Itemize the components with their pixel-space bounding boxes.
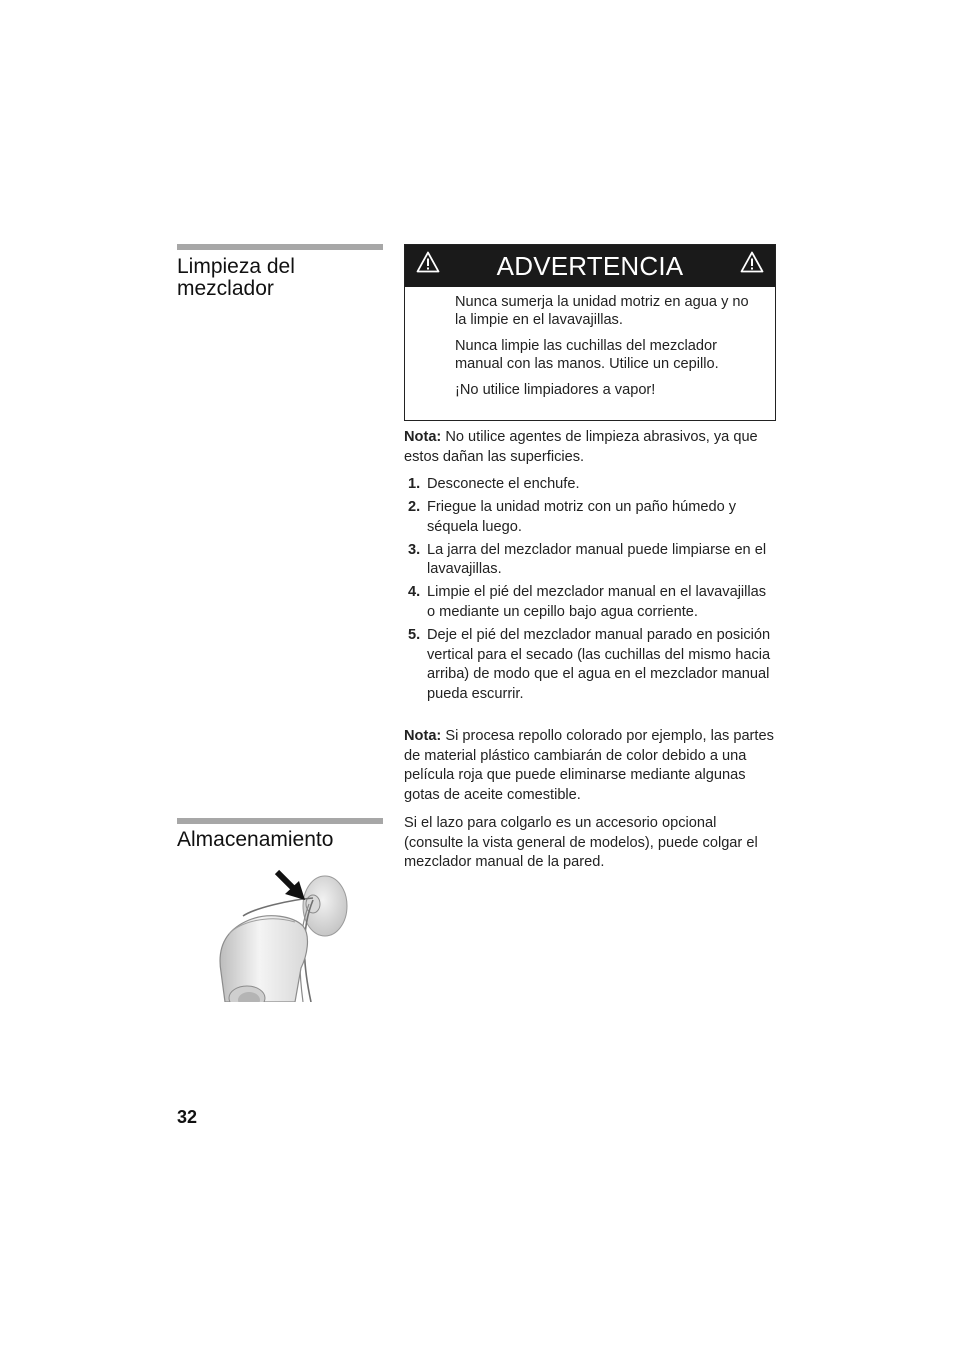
section-title-cleaning (177, 256, 295, 300)
section-title-line1: Limpieza del (177, 255, 295, 278)
section-divider-storage (177, 818, 383, 824)
step-number: 5. (408, 627, 421, 644)
section-title-line2: mezclador (177, 277, 274, 300)
note-abrasives (404, 428, 778, 467)
warning-title: ADVERTENCIA (496, 251, 684, 281)
note-label: Nota: (404, 728, 442, 744)
note-text: No utilice agentes de limpieza abrasivos, ya que estos dañan las superficies. (404, 429, 758, 465)
warning-body (455, 294, 755, 409)
warning-item: ¡No utilice limpiadores a vapor! (455, 382, 656, 399)
step-text: Friegue la unidad motriz con un paño húmedo y séquela luego. (427, 499, 737, 535)
note-label: Nota: (404, 429, 442, 445)
hand-blender-hook-icon (177, 864, 383, 1002)
step-text: La jarra del mezclador manual puede limpiarse en el lavavajillas. (427, 541, 767, 578)
list-item (404, 498, 778, 537)
step-text: Deje el pié del mezclador manual parado en posición vertical para el secado (las cuchillas del mismo hacia arriba) de modo que el agua en el mezclador manual pueda escurrir. (427, 627, 771, 702)
list-item (404, 475, 778, 495)
step-number: 2. (408, 499, 421, 516)
warning-item: Nunca limpie las cuchillas del mezclador manual con las manos. Utilice un cepillo. (455, 338, 719, 372)
warning-item: Nunca sumerja la unidad motriz en agua y no la limpie en el lavavajillas. (455, 294, 749, 328)
storage-paragraph: Si el lazo para colgarlo es un accesorio opcional (consulte la vista general de modelos), puede colgar el mezclador manual de la pared. (404, 815, 758, 871)
warning-header (405, 245, 775, 287)
list-item (404, 626, 778, 704)
step-number: 4. (408, 584, 421, 601)
cleaning-steps-list (404, 475, 778, 708)
note-red-cabbage (404, 727, 778, 805)
warning-box (404, 244, 776, 421)
section-divider-cleaning (177, 244, 383, 250)
list-item (404, 541, 778, 580)
note-text: Si procesa repollo colorado por ejemplo, las partes de material plástico cambiarán de color debido a una película roja que puede eliminarse mediante algunas gotas de aceite comestible. (404, 728, 774, 803)
section-title-storage: Almacenamiento (177, 828, 334, 851)
storage-text (404, 814, 778, 873)
wall-hanging-illustration (177, 864, 383, 1002)
step-text: Limpie el pié del mezclador manual en el lavavajillas o mediante un cepillo bajo agua corriente. (427, 584, 767, 621)
step-number: 1. (408, 476, 421, 492)
page-number: 32 (177, 1107, 198, 1127)
warning-triangle-icon (740, 251, 764, 273)
step-number: 3. (408, 541, 421, 558)
step-text: Desconecte el enchufe. (427, 476, 580, 492)
list-item (404, 583, 778, 622)
